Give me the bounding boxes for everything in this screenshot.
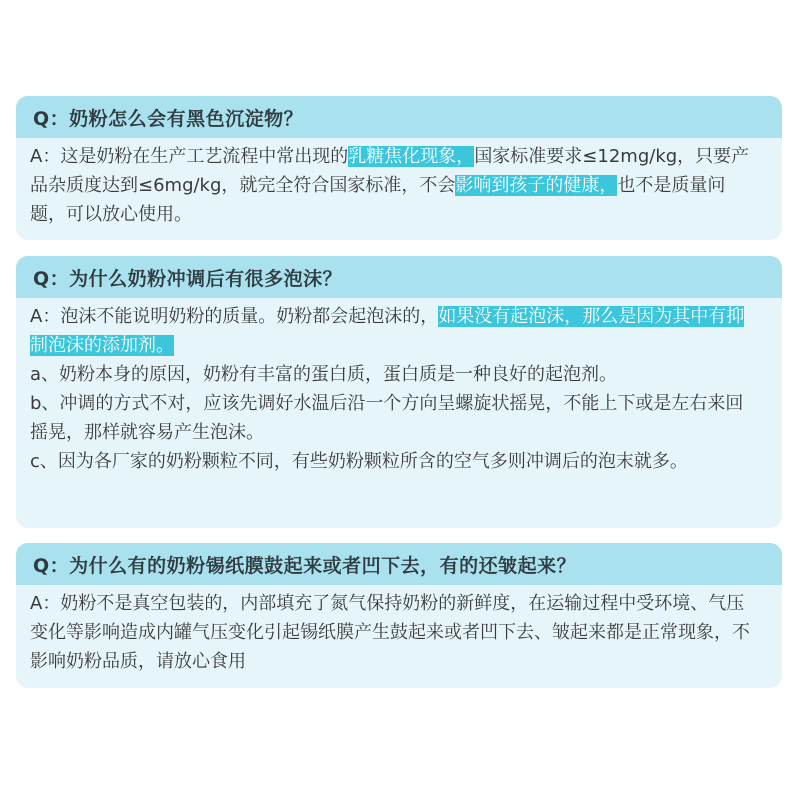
answer-paragraph — [30, 302, 760, 360]
answer-text — [16, 138, 782, 229]
answer-text — [16, 298, 782, 476]
question-heading: Q：为什么有的奶粉锡纸膜鼓起来或者凹下去，有的还皱起来？ — [16, 543, 782, 585]
answer-text — [16, 585, 782, 676]
faq-card-black-sediment — [16, 96, 782, 240]
highlighted-text: 影响到孩子的健康， — [455, 175, 618, 196]
question-heading: Q：奶粉怎么会有黑色沉淀物？ — [16, 96, 782, 138]
answer-point-a: a、奶粉本身的原因，奶粉有丰富的蛋白质，蛋白质是一种良好的起泡剂。 — [30, 364, 618, 385]
answer-text-segment: 国家标准要求≤12mg/kg，只要产品杂质度达到≤6mg/kg，就完全符合国家标准，不会 — [30, 146, 750, 196]
answer-text-segment: A：泡沫不能说明奶粉的质量。奶粉都会起泡沫的， — [30, 306, 439, 327]
faq-card-foil-seal — [16, 543, 782, 688]
answer-text-segment: A：这是奶粉在生产工艺流程中常出现的 — [30, 146, 349, 167]
highlighted-text: 乳糖焦化现象， — [348, 146, 475, 167]
answer-paragraph — [30, 142, 760, 229]
answer-point-b: b、冲调的方式不对，应该先调好水温后沿一个方向呈螺旋状摇晃，不能上下或是左右来回摇晃，那样就容易产生泡沫。 — [30, 393, 744, 443]
answer-point-c: c、因为各厂家的奶粉颗粒不同，有些奶粉颗粒所含的空气多则冲调后的泡末就多。 — [30, 451, 688, 472]
answer-paragraph: A：奶粉不是真空包装的，内部填充了氮气保持奶粉的新鲜度，在运输过程中受环境、气压变化等影响造成内罐气压变化引起锡纸膜产生鼓起来或者凹下去、皱起来都是正常现象，不影响奶粉品质，请放心食用 — [30, 593, 750, 672]
highlighted-text: 如果没有起泡沫，那么是因为其中有抑制泡沫的添加剂。 — [30, 306, 745, 356]
answer-text-segment: 也不是质量问题，可以放心使用。 — [30, 175, 726, 225]
faq-card-foam — [16, 256, 782, 528]
question-heading: Q：为什么奶粉冲调后有很多泡沫？ — [16, 256, 782, 298]
